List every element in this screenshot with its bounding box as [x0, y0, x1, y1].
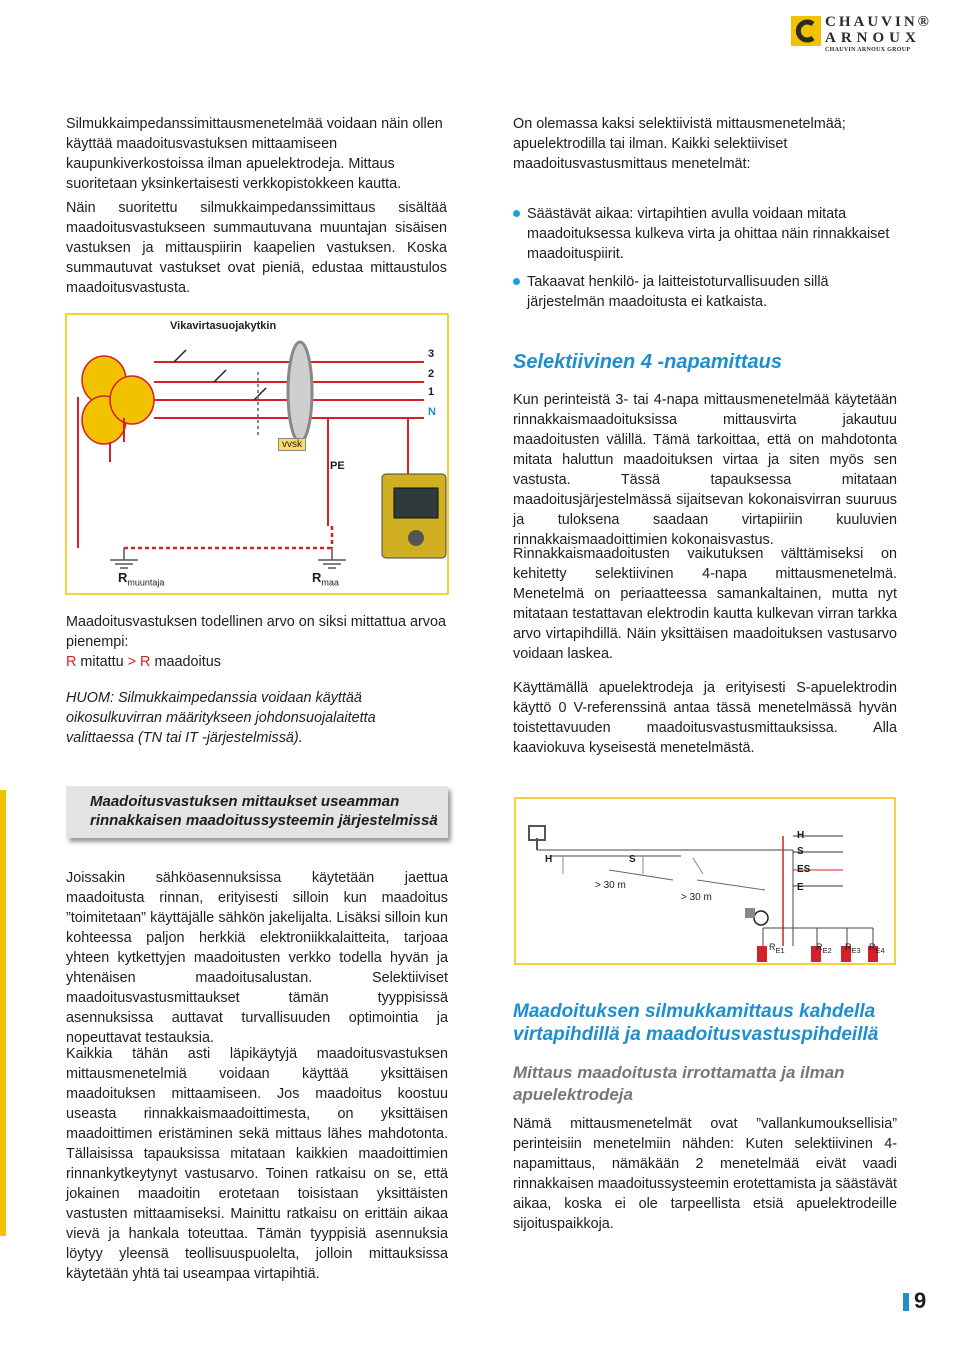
note-paragraph: HUOM: Silmukkaimpedanssia voidaan käyttää oikosulkuvirran määritykseen johdonsuojalaitetta valittaessa (TN tai IT -järjestelmissä). — [66, 690, 376, 746]
box-paragraph-1: Joissakin sähköasennuksissa käytetään jaettua maadoitusta rinnan, erityisesti silloin kun maadoitus ”toimitetaan” käyttäjälle sähkön jakelijalta. Lisäksi silloin kun kohteessa paljon herkkiä elektroniikkalaitteita, tarjoaa yhteen kytkettyjen maadoitusten verkko todella hyvän ja yhtenäisen maadoitusalustan. Selektiiviset maadoitusvastusmittaukset tämän tyyppisissä asennuksissa auttavat turvallisuuden optimointia ja nopeuttavat testauksia. — [66, 870, 448, 1046]
brand-logo — [791, 14, 932, 54]
page-number-bar — [903, 1293, 909, 1311]
heading-grey: Mittaus maadoitusta irrottamatta ja ilman apuelektrodeja — [513, 1063, 845, 1104]
formula-text: R mitattu > R maadoitus — [66, 654, 221, 670]
logo-group: CHAUVIN ARNOUX GROUP — [825, 47, 911, 53]
terminal-e: E — [797, 882, 804, 893]
terminal-s: S — [797, 846, 804, 857]
line-label-2: 2 — [428, 368, 435, 380]
right-paragraph-1: On olemassa kaksi selektiivistä mittausmenetelmää; apuelektrodilla tai ilman. Kaikki selektiiviset maadoitusvastusmittaus menetelmät: — [513, 116, 846, 172]
selective-4-pole-diagram — [513, 796, 897, 966]
formula — [66, 652, 446, 672]
line-label-1: 1 — [428, 386, 435, 398]
right-paragraph-2: Kun perinteistä 3- tai 4-napa mittausmenetelmää käytetään rinnakkaismaadoituksissa mittausvirta jakautuu maadoitusten välillä. Tämä tarkoittaa, että on mahdotonta mitata haluttun maadoituksen virtaa ja siten myös sen vastusta. Tässä tapauksessa mitataan maadoitusjärjestelmässä sijaitsevan kokonaisvirran suuruus ja tuloksena saadaan virtapiiriin kuuluvien rinnakkaismaadoittimien kokonaisvastus. — [513, 392, 897, 548]
loop-impedance-diagram — [64, 312, 450, 596]
vvsk-label: vvsk — [278, 438, 306, 451]
line-label-n: N — [428, 406, 436, 418]
right-paragraph-5: Nämä mittausmenetelmät ovat ”vallankumouksellisia” perinteisiin menetelmiin nähden: Kuten selektiivinen 4-napamittaus, nämäkään 2 menetelmää eivät vaadi rinnakkaisen maadoitussysteemin erotettamista ja säästävät aikaa, koska ei ole tarpeellista etsiä apuelektrodeille sijoituspaikkoja. — [513, 1116, 897, 1232]
re4-label: $R_{E4}$ — [869, 942, 885, 955]
re3-label: $R_{E3}$ — [845, 942, 861, 955]
line-label-3: 3 — [428, 348, 435, 360]
diagram2-label-h: H — [545, 854, 553, 865]
right-paragraph-4: Käyttämällä apuelektrodeja ja erityisesti S-apuelektrodin käyttö 0 V-referenssinä antaa tässä menetelmässä hyvän toistettavuuden maadoitusvastusmittauksissa. Alla kaaviokuva kyseisestä menetelmästä. — [513, 680, 897, 756]
benefit-list — [513, 204, 897, 320]
pe-label: PE — [330, 460, 345, 472]
page-number: 9 — [914, 1288, 927, 1313]
r-maa-label: $R_{maa}$ — [312, 570, 339, 588]
left-paragraph-1: Silmukkaimpedanssimittausmenetelmää voidaan näin ollen käyttää maadoitusvastuksen mittaamiseen kaupunkiverkostoissa ilman apuelektrodeja. Mittaus suoritetaan yksinkertaisesti verkkopistokkeen kautta. — [66, 116, 443, 192]
rcd-label: Vikavirtasuojakytkin — [170, 320, 277, 332]
terminal-h: H — [797, 830, 805, 841]
terminal-es: ES — [797, 864, 811, 875]
distance-label-1: > 30 m — [595, 880, 626, 891]
distance-label-2: > 30 m — [681, 892, 712, 903]
list-item: Säästävät aikaa: virtapihtien avulla voidaan mitata maadoituksessa kulkeva virta ja ohittaa näin rinnakkaiset maadoituspiirit. — [513, 204, 897, 264]
r-muuntaja-label: $R_{muuntaja}$ — [118, 570, 165, 588]
right-paragraph-3: Rinnakkaismaadoitusten vaikutuksen välttämiseksi on kehitetty selektiivinen 4-napa mittausmenetelmä. Menetelmä on periaatteessa samankaltainen, mutta nyt mitataan testattavan elektrodin kautta kulkevan virran tarkka arvo virtapihdillä. Näin yksittäisen maadoituksen vastusarvo voidaan laskea. — [513, 546, 897, 662]
diagram2-label-s: S — [629, 854, 636, 865]
logo-name-1: CHAUVIN® — [825, 14, 932, 30]
re1-label: $R_{E1}$ — [769, 942, 785, 955]
left-paragraph-2: Näin suoritettu silmukkaimpedanssimittaus sisältää maadoitusvastukseen summautuvana muuntajan sisäisen vastuksen ja mittauspiirin kaapelien vastuksen. Koska summautuvat vastukset ovat pieniä, edustaa mittaustulos maadoitusvastusta. — [66, 200, 447, 296]
list-item: Takaavat henkilö- ja laitteistoturvallisuuden sillä järjestelmän maadoitusta ei katkaista. — [513, 272, 897, 312]
box-heading: Maadoitusvastuksen mittaukset useamman rinnakkaisen maadoitussysteemin järjestelmissä — [66, 786, 448, 838]
heading-selective: Selektiivinen 4 -napamittaus — [513, 351, 782, 373]
heading-loop-measurement: Maadoituksen silmukkamittaus kahdella virtapihdillä ja maadoitusvastuspihdeillä — [513, 1001, 879, 1045]
re2-label: $R_{E2}$ — [816, 942, 832, 955]
logo-name-2: ARNOUX — [825, 30, 921, 46]
box-accent-bar — [0, 790, 6, 1236]
logo-mark-icon — [791, 16, 821, 46]
box-paragraph-2: Kaikkia tähän asti läpikäytyjä maadoitusvastuksen mittausmenetelmiä voidaan käyttää yksittäisen maadoituksen mittaamiseen. Jos maadoitus koostuu useasta rinnakkaismaadoittimesta, on yksittäisen maadoittimen eristäminen sekä mittaus lähes mahdotonta. Tällaisissa tapauksissa mitataan kaikkien maadoittimien rinnankytkeytynyt vastusarvo. Toinen ratkaisu on se, että jokainen maadoitin erotetaan toisistaan yksittäisten vastusten mittaamiseksi. Mainittu ratkaisu on erittäin aikaa vievä ja hankala toteuttaa. Tämän tyyppisiä asennuksia löytyy yleensä teollisuuspuolelta, jolloin mittauksissa käytetään yhtä tai useampaa virtapihtiä. — [66, 1046, 448, 1282]
left-paragraph-3: Maadoitusvastuksen todellinen arvo on siksi mittattua arvoa pienempi: — [66, 614, 446, 650]
